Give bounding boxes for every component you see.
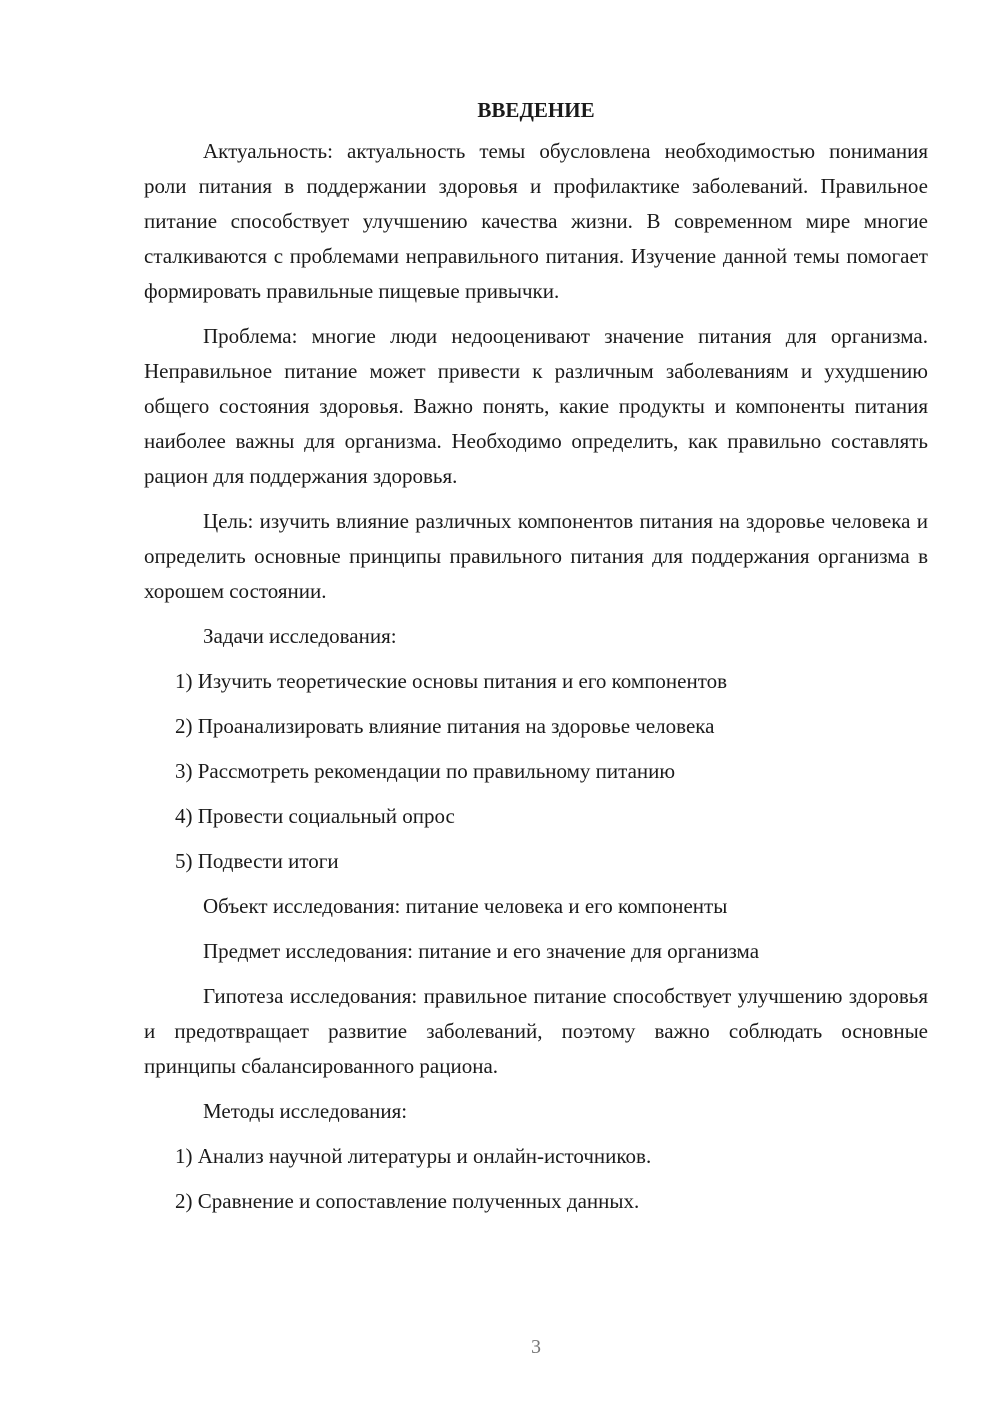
page-title: ВВЕДЕНИЕ: [477, 98, 595, 122]
page-number: 3: [531, 1336, 541, 1358]
task-item-5: 5) Подвести итоги: [175, 849, 339, 873]
task-item-1: 1) Изучить теоретические основы питания и его компонентов: [175, 669, 728, 693]
task-item-4: 4) Провести социальный опрос: [175, 804, 455, 828]
tasks-label: Задачи исследования:: [203, 624, 397, 648]
goal-paragraph: Цель: изучить влияние различных компонентов питания на здоровье человека и определить основные принципы правильного питания для поддержания организма в хорошем состоянии.: [144, 509, 928, 603]
object-line: Объект исследования: питание человека и его компоненты: [203, 894, 728, 918]
actuality-paragraph: Актуальность: актуальность темы обусловлена необходимостью понимания роли питания в поддержании здоровья и профилактике заболеваний. Правильное питание способствует улучшению качества жизни. В современном мире многие сталкиваются с проблемами неправильного питания. Изучение данной темы помогает формировать правильные пищевые привычки.: [144, 139, 928, 303]
task-item-2: 2) Проанализировать влияние питания на здоровье человека: [175, 714, 715, 738]
task-item-3: 3) Рассмотреть рекомендации по правильному питанию: [175, 759, 676, 783]
problem-paragraph: Проблема: многие люди недооценивают значение питания для организма. Неправильное питание может привести к различным заболеваниям и ухудшению общего состояния здоровья. Важно понять, какие продукты и компоненты питания наиболее важны для организма. Необходимо определить, как правильно составлять рацион для поддержания здоровья.: [144, 324, 928, 488]
page-content: [144, 96, 928, 1229]
subject-line: Предмет исследования: питание и его значение для организма: [203, 939, 760, 963]
method-item-2: 2) Сравнение и сопоставление полученных данных.: [175, 1189, 640, 1213]
hypothesis-paragraph: Гипотеза исследования: правильное питание способствует улучшению здоровья и предотвращает развитие заболеваний, поэтому важно соблюдать основные принципы сбалансированного рациона.: [144, 984, 928, 1078]
method-item-1: 1) Анализ научной литературы и онлайн-источников.: [175, 1144, 652, 1168]
methods-label: Методы исследования:: [203, 1099, 408, 1123]
